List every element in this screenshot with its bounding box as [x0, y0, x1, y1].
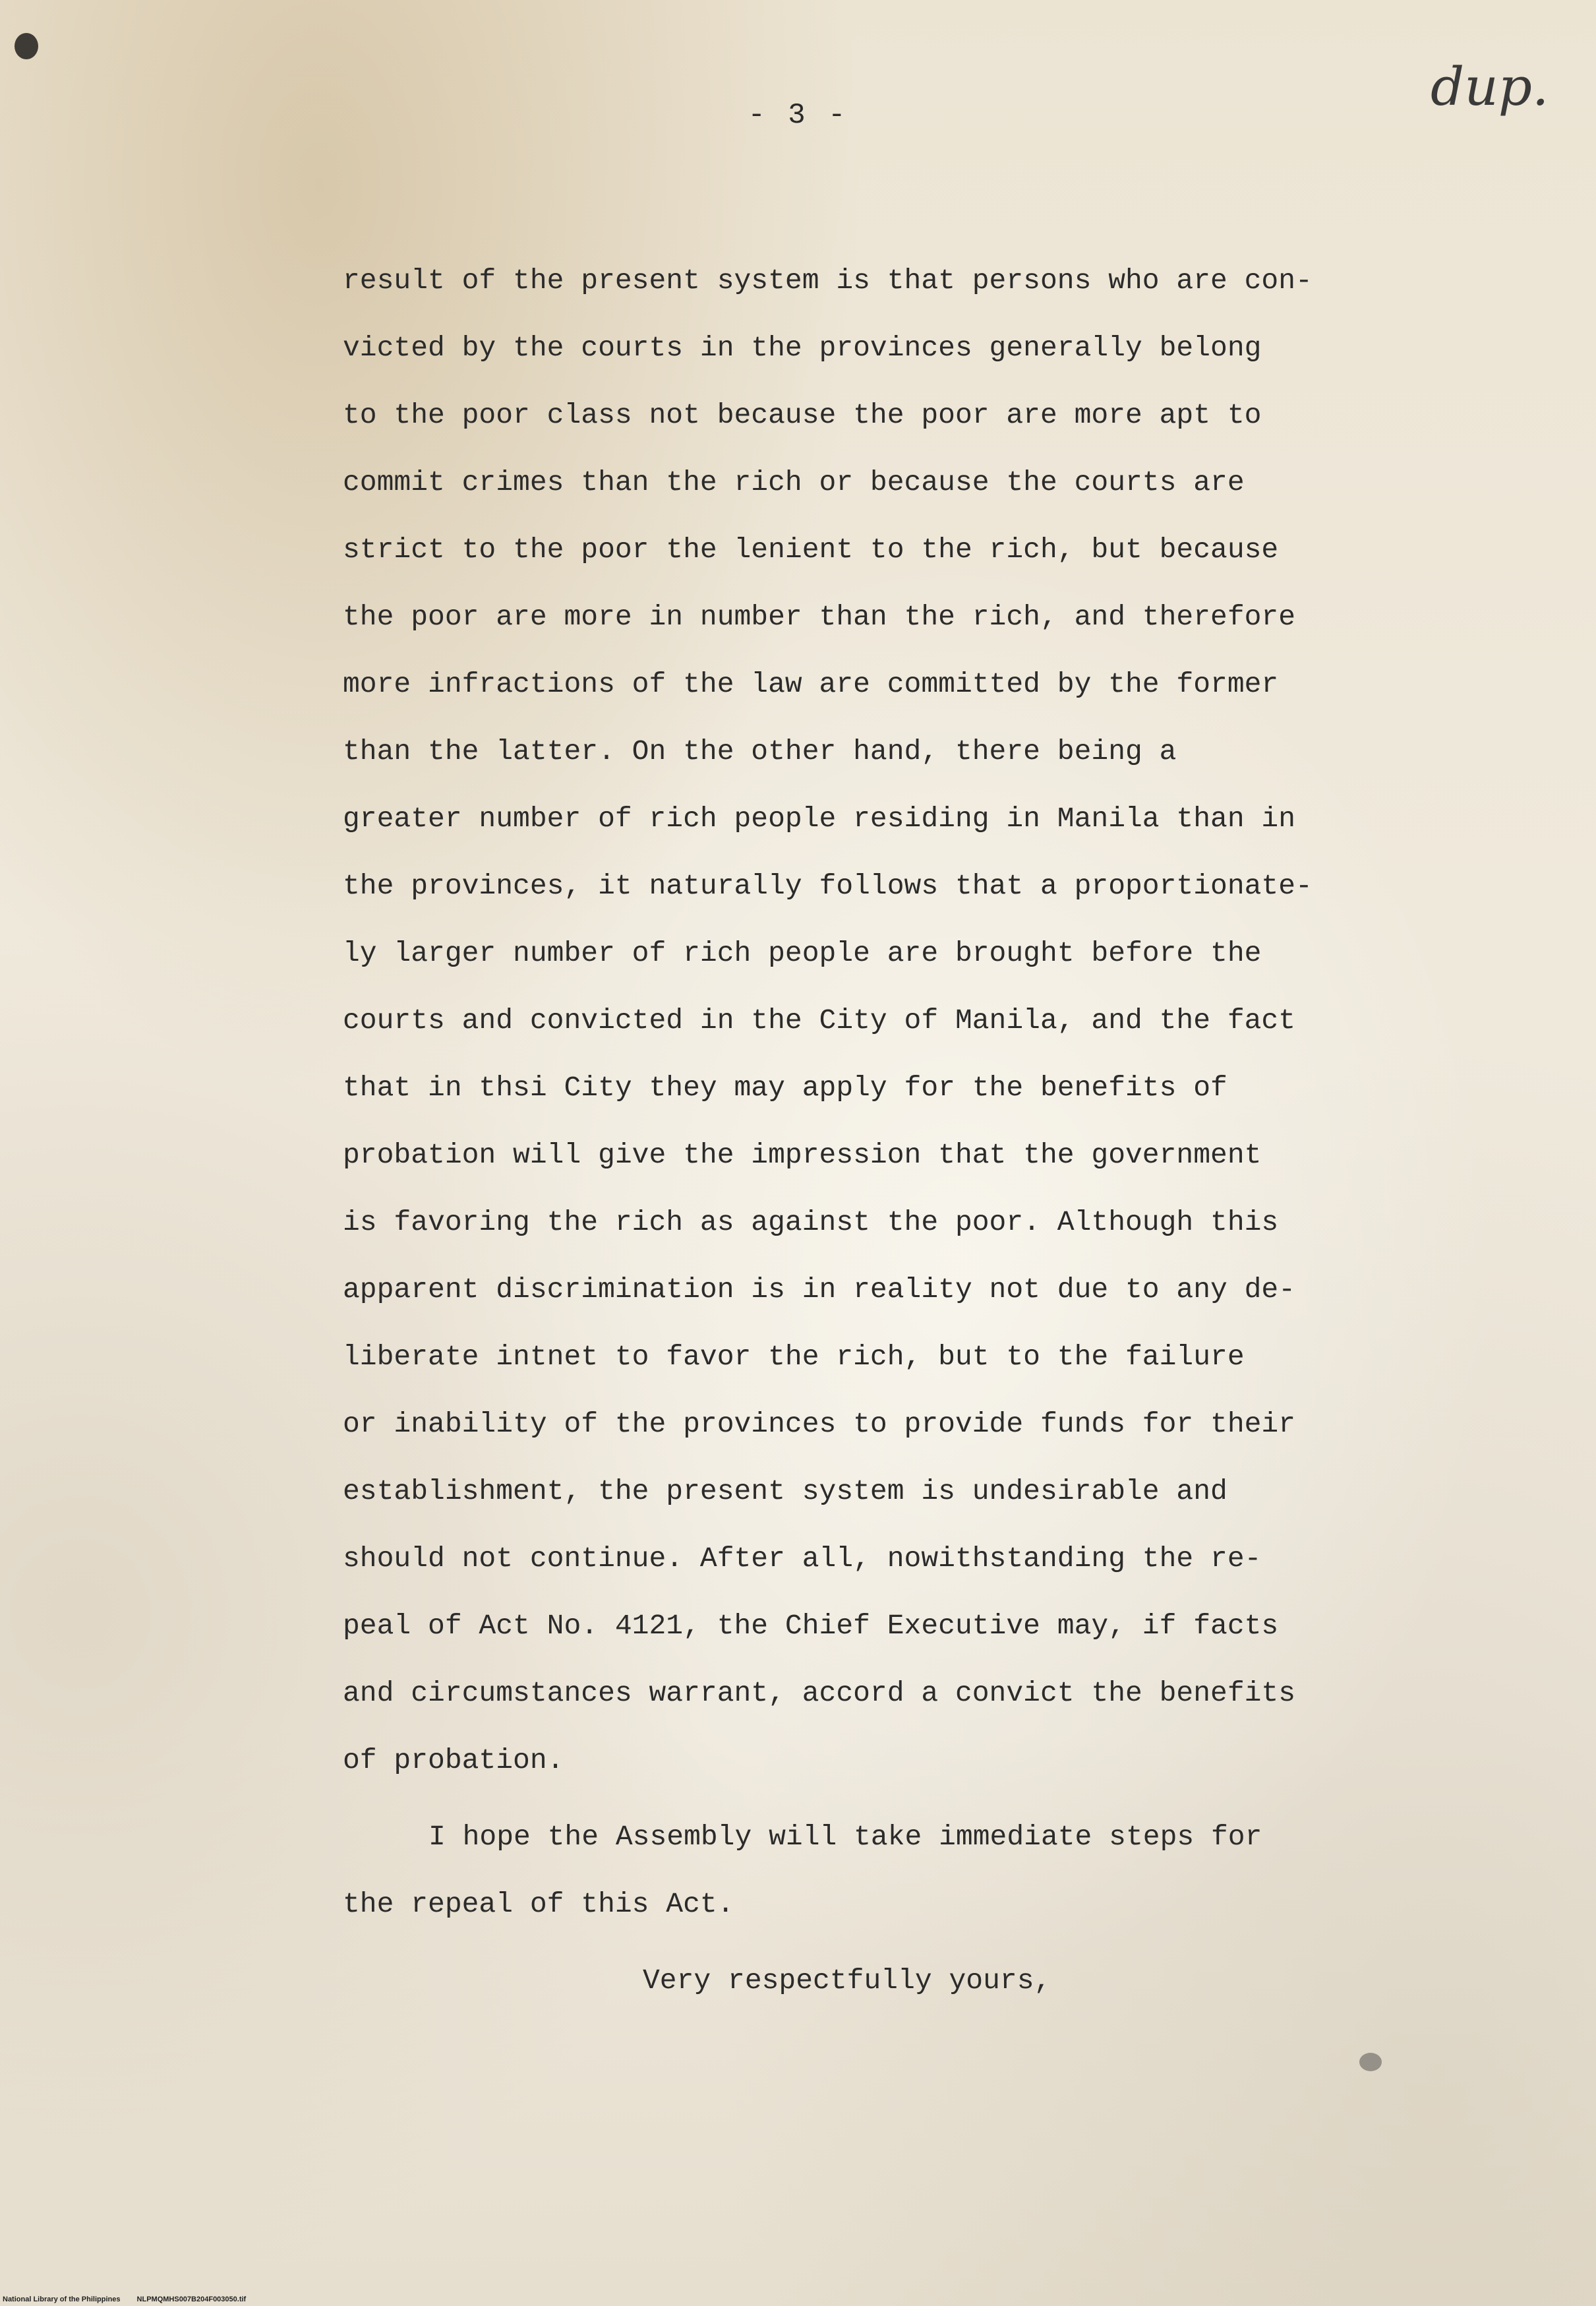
file-id: NLPMQMHS007B204F003050.tif: [136, 2295, 247, 2303]
text-line: establishment, the present system is undesirable and: [343, 1475, 1227, 1507]
page-number: - 3 -: [748, 99, 848, 132]
text-line: greater number of rich people residing in Manila than in: [343, 803, 1296, 835]
text-line: the provinces, it naturally follows that a proportionate-: [343, 870, 1313, 902]
text-line: or inability of the provinces to provide funds for their: [343, 1408, 1296, 1440]
archive-name: National Library of the Philippines: [3, 2295, 121, 2303]
main-paragraph: [343, 247, 1371, 1794]
text-line: and circumstances warrant, accord a convict the benefits: [343, 1677, 1296, 1709]
text-line: should not continue. After all, nowithstanding the re-: [343, 1542, 1262, 1575]
text-line: victed by the courts in the provinces generally belong: [343, 332, 1262, 364]
text-line: of probation.: [343, 1744, 564, 1776]
text-line: result of the present system is that persons who are con-: [343, 264, 1313, 297]
text-line: peal of Act No. 4121, the Chief Executive may, if facts: [343, 1610, 1279, 1642]
text-line: commit crimes than the rich or because the courts are: [343, 466, 1245, 499]
text-line: ly larger number of rich people are brought before the: [343, 937, 1262, 969]
text-line: that in thsi City they may apply for the benefits of: [343, 1072, 1227, 1104]
text-line: to the poor class not because the poor are more apt to: [343, 399, 1262, 431]
text-line: liberate intnet to favor the rich, but to the failure: [343, 1341, 1245, 1373]
text-line: the repeal of this Act.: [343, 1888, 734, 1920]
text-line: than the latter. On the other hand, there being a: [343, 735, 1177, 768]
text-line: the poor are more in number than the rich, and therefore: [343, 601, 1296, 633]
letter-body: [343, 247, 1371, 2015]
text-line: I hope the Assembly will take immediate steps for: [429, 1821, 1262, 1853]
complimentary-close: Very respectfully yours,: [643, 1964, 1051, 1997]
archive-footer: [3, 2295, 260, 2303]
text-line: courts and convicted in the City of Manila, and the fact: [343, 1004, 1296, 1037]
text-line: is favoring the rich as against the poor. Although this: [343, 1206, 1279, 1238]
text-line: more infractions of the law are committed by the former: [343, 668, 1279, 700]
ink-spot: [15, 33, 38, 59]
text-line: strict to the poor the lenient to the rich, but because: [343, 533, 1279, 566]
handwritten-annotation: dup.: [1431, 56, 1549, 117]
closing-paragraph: [343, 1804, 1371, 1938]
text-line: probation will give the impression that the government: [343, 1139, 1262, 1171]
text-line: apparent discrimination is in reality not due to any de-: [343, 1273, 1296, 1306]
ink-spot: [1359, 2053, 1382, 2071]
